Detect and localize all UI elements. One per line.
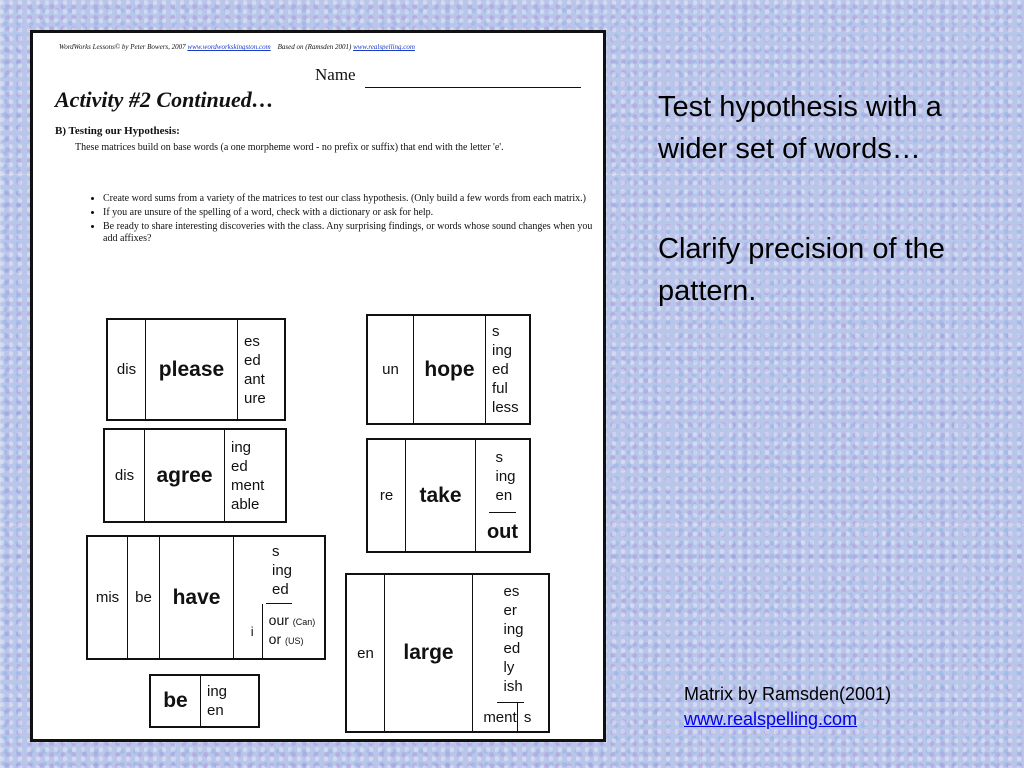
name-line [365, 87, 581, 88]
matrix-suffix: es [503, 582, 520, 600]
matrix-suffix: ant [244, 370, 265, 388]
credit-text: Matrix by Ramsden(2001) [684, 684, 892, 704]
matrix-suffix-our [269, 612, 316, 631]
matrix-suffix: ing [492, 342, 513, 359]
matrix-prefix: dis [105, 430, 145, 521]
matrix-suffix: en [207, 702, 224, 719]
matrix-suffix: er [503, 601, 517, 619]
matrix-suffixes [238, 320, 284, 419]
matrix-suffix-group [473, 575, 548, 731]
matrix-hope [366, 314, 531, 425]
matrix-suffixes [489, 440, 515, 513]
matrix-suffix: ed [492, 361, 509, 378]
matrix-suffix: ing [503, 620, 524, 638]
header-based: Based on (Ramsden 2001) [277, 43, 352, 51]
matrix-base: be [151, 676, 201, 726]
matrix-suffixes [201, 676, 258, 726]
matrix-suffix: ed [244, 351, 261, 369]
matrix-suffix: our [268, 612, 289, 628]
matrix-suffix: s [495, 448, 503, 466]
matrix-prefix: re [368, 440, 406, 551]
matrix-suffixes [225, 430, 285, 521]
matrix-suffix: less [492, 399, 519, 416]
matrix-suffix: ful [492, 380, 508, 397]
spelling-note: (Can) [292, 617, 316, 627]
matrix-sub-prefix: i [243, 604, 263, 658]
matrix-suffix-or [269, 631, 304, 650]
matrix-suffix: s [492, 323, 500, 340]
spelling-note: (US) [285, 636, 304, 646]
credit-link[interactable]: www.realspelling.com [684, 709, 858, 729]
credit-block [684, 682, 891, 732]
matrix-agree [103, 428, 287, 523]
name-label: Name [315, 65, 356, 84]
matrix-suffix: ed [231, 457, 248, 475]
matrix-please [106, 318, 286, 421]
header-credit: WordWorks Lessons© by Peter Bowers, 2007 [59, 43, 186, 51]
matrix-base: please [146, 320, 238, 419]
matrix-be [149, 674, 260, 728]
matrix-suffix: ing [271, 561, 293, 579]
matrix-sub-row [483, 703, 537, 731]
slide-text-hypothesis: Test hypothesis with a wider set of words… [658, 91, 942, 165]
matrix-suffix: ly [503, 658, 515, 676]
instruction-list [89, 193, 603, 247]
instruction-item: • Be ready to share interesting discoveries with the class. Any surprising findings, or words whose sound changes when you add affixes? [103, 221, 603, 245]
matrix-suffix: ing [207, 683, 228, 700]
matrix-sub-suffix-2: s [523, 708, 532, 726]
matrix-base: take [406, 440, 476, 551]
worksheet-header [59, 43, 415, 51]
instruction-item: • Create word sums from a variety of the matrices to test our class hypothesis. (Only build a few words from each matrix.) [103, 193, 603, 205]
matrix-base: agree [145, 430, 225, 521]
matrix-prefix: mis [88, 537, 128, 658]
matrix-sub-suffixes [263, 604, 316, 658]
matrix-suffixes [486, 316, 529, 423]
matrix-take [366, 438, 531, 553]
matrix-base: have [160, 537, 234, 658]
matrix-suffix: ing [231, 438, 252, 456]
matrix-have [86, 535, 326, 660]
matrix-suffix: es [244, 332, 260, 350]
matrix-sub-row [243, 604, 316, 658]
instruction-item: • If you are unsure of the spelling of a word, check with a dictionary or ask for help. [103, 207, 603, 219]
matrix-sub-suffix: ment [483, 703, 517, 731]
matrix-compound: out [486, 520, 519, 543]
matrix-base: large [385, 575, 473, 731]
matrix-suffix: ed [503, 639, 521, 657]
matrix-suffix: or [268, 631, 282, 647]
intro-text: These matrices build on base words (a one morpheme word - no prefix or suffix) that end with the letter 'e'. [75, 142, 504, 153]
matrix-prefix: en [347, 575, 385, 731]
slide-text-clarify: Clarify precision of the pattern. [658, 233, 945, 307]
matrix-suffix: ed [271, 580, 289, 598]
matrix-suffix: ing [495, 467, 516, 485]
activity-title: Activity #2 Continued… [55, 87, 274, 112]
matrix-suffixes [266, 537, 292, 604]
matrix-suffix: ment [231, 476, 265, 494]
header-link2: www.realspelling.com [353, 43, 415, 51]
matrix-suffix-group [234, 537, 324, 658]
matrix-base: hope [414, 316, 486, 423]
header-link: www.wordworkskingston.com [187, 43, 271, 51]
matrix-suffix: ish [503, 677, 523, 695]
matrix-large [345, 573, 550, 733]
matrix-suffix: ure [244, 389, 266, 407]
matrix-suffixes [497, 575, 523, 703]
matrix-prefix: un [368, 316, 414, 423]
matrix-prefix: dis [108, 320, 146, 419]
matrix-suffix: able [231, 495, 260, 513]
matrix-suffix: s [271, 542, 280, 560]
section-heading: B) Testing our Hypothesis: [55, 125, 180, 137]
matrix-prefix: be [128, 537, 160, 658]
matrix-suffix-group [476, 440, 529, 551]
matrix-suffix: en [495, 486, 513, 504]
